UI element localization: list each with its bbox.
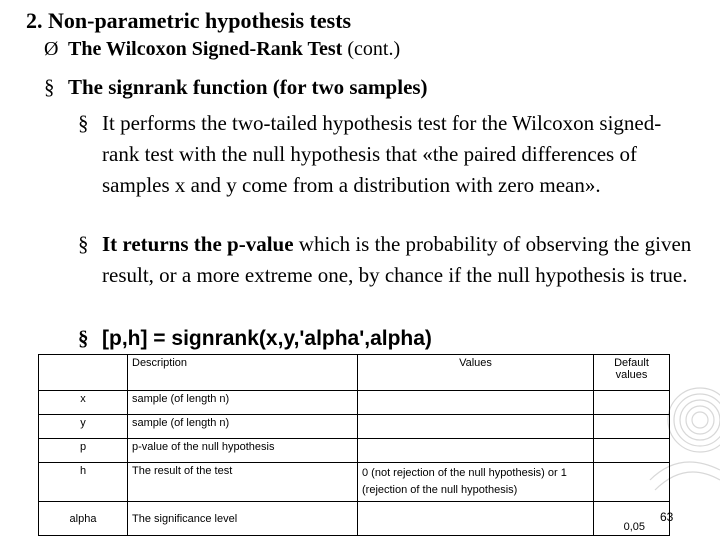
subtitle-bold: The Wilcoxon Signed-Rank Test: [68, 38, 343, 60]
bullet-marker: §: [78, 232, 89, 256]
table-header-values: Values: [358, 355, 594, 391]
param-description: sample (of length n): [128, 415, 358, 439]
table-row: [39, 463, 670, 502]
param-name: h: [39, 463, 128, 502]
param-values: 0 (not rejection of the null hypothesis) or 1 (rejection of the null hypothesis): [358, 463, 594, 502]
table-header-default: Default values: [594, 355, 670, 391]
param-description: sample (of length n): [128, 391, 358, 415]
param-default: [594, 439, 670, 463]
param-default: [594, 463, 670, 502]
param-name: y: [39, 415, 128, 439]
section-text: The signrank function (for two samples): [68, 75, 428, 99]
subtitle-line: [44, 38, 400, 61]
table-header-description: Description: [128, 355, 358, 391]
subtitle-normal: (cont.): [342, 38, 401, 60]
param-values: [358, 391, 594, 415]
page-number: 63: [660, 510, 674, 524]
bullet-lead: It returns the p-value: [102, 232, 294, 256]
bullet-marker: §: [78, 111, 89, 135]
bullet-text: which is the probability of observing the given result, or a more extreme one, by chance if the null hypothesis is true.: [102, 232, 692, 287]
param-name: alpha: [39, 502, 128, 536]
param-default: [594, 502, 670, 536]
table-row: [39, 391, 670, 415]
param-values: [358, 415, 594, 439]
param-values: [358, 502, 594, 536]
param-description: The significance level: [128, 502, 358, 536]
function-signature: [p,h] = signrank(x,y,'alpha',alpha): [102, 327, 432, 350]
section-line: [44, 75, 428, 100]
param-name: p: [39, 439, 128, 463]
param-description: The result of the test: [128, 463, 358, 502]
bullet-text: It performs the two-tailed hypothesis test for the Wilcoxon signed-rank test with the null hypothesis that «the paired differences of samples x and y come from a distribution with zero mean».: [102, 111, 662, 197]
table-row: [39, 502, 670, 536]
slide-title: 2. Non-parametric hypothesis tests: [26, 8, 352, 33]
table-header-name: [39, 355, 128, 391]
param-name: x: [39, 391, 128, 415]
arrow-bullet: Ø: [44, 38, 59, 60]
bullet-item-3: [78, 323, 692, 354]
bullet-item-1: [78, 108, 692, 201]
param-values: [358, 439, 594, 463]
section-bullet: §: [44, 75, 55, 99]
table-header-row: [39, 355, 670, 391]
table-row: [39, 415, 670, 439]
param-description: p-value of the null hypothesis: [128, 439, 358, 463]
param-default: [594, 415, 670, 439]
bullet-item-2: [78, 229, 692, 291]
table-row: [39, 439, 670, 463]
parameters-table: [38, 354, 670, 536]
param-default-value: 0,05: [623, 521, 645, 533]
bullet-marker: §: [78, 326, 89, 350]
param-default: [594, 391, 670, 415]
